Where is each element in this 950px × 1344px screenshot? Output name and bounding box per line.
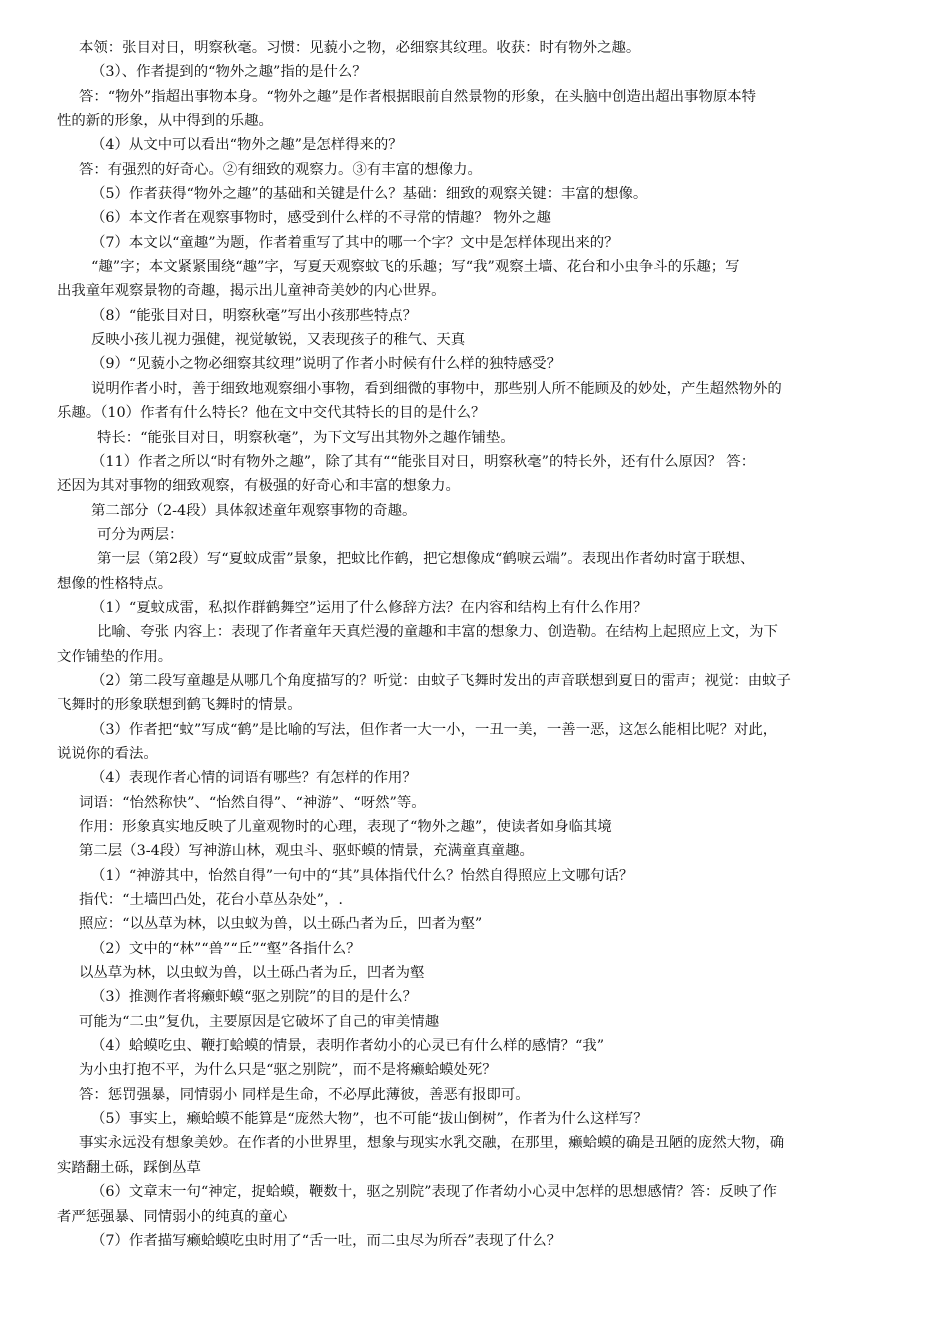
text-line: 第二部分（2-4段）具体叙述童年观察事物的奇趣。 <box>91 502 417 519</box>
text-line: 第一层（第2段）写“夏蚊成雷”景象，把蚊比作鹤，把它想像成“鹤唳云端”。表现出作者幼时富于联想、 <box>97 551 755 568</box>
text-line: （5）作者获得“物外之趣”的基础和关键是什么？基础：细致的观察关键：丰富的想像。 <box>91 186 648 203</box>
text-line: （2）文中的“林”“兽”“丘”“壑”各指什么？ <box>91 940 361 957</box>
text-line: 以丛草为林，以虫蚁为兽，以土砾凸者为丘，凹者为壑 <box>79 965 425 982</box>
text-line: （3）作者把“蚊”写成“鹤”是比喻的写法，但作者一大一小，一丑一美，一善一恶，这怎么能相比呢？对此， <box>91 721 778 738</box>
text-line: 事实永远没有想象美妙。在作者的小世界里，想象与现实水乳交融，在那里，癞蛤蟆的确是丑陋的庞然大物，确 <box>79 1135 785 1152</box>
text-line: 可能为“二虫”复仇，主要原因是它破坏了自己的审美情趣 <box>79 1013 440 1030</box>
text-line: 实踏翻土砾，踩倒丛草 <box>57 1159 201 1176</box>
text-line: 指代：“土墙凹凸处，花台小草丛杂处”，. <box>79 892 343 909</box>
text-line: 答：惩罚强暴，同情弱小 同样是生命，不必厚此薄彼，善恶有报即可。 <box>79 1086 530 1103</box>
text-line: 还因为其对事物的细致观察，有极强的好奇心和丰富的想象力。 <box>57 478 460 495</box>
text-line: 者严惩强暴、同情弱小的纯真的童心 <box>57 1208 288 1225</box>
text-line: （9）“见藐小之物必细察其纹理”说明了作者小时候有什么样的独特感受？ <box>91 356 561 373</box>
text-line: “趣”字；本文紧紧围绕“趣”字，写夏天观察蚊飞的乐趣；写“我”观察土墙、花台和小虫争斗的乐趣；写 <box>91 259 740 276</box>
text-line: 飞舞时的形象联想到鹤飞舞时的情景。 <box>57 697 302 714</box>
text-line: 词语：“怡然称快”、“怡然自得”、“神游”、“呀然”等。 <box>79 794 426 811</box>
text-line: 第二层（3-4段）写神游山林，观虫斗、驱虾蟆的情景，充满童真童趣。 <box>79 843 534 860</box>
text-line: （3）、作者提到的“物外之趣”指的是什么？ <box>91 64 367 81</box>
text-line: （6）本文作者在观察事物时，感受到什么样的不寻常的情趣？ 物外之趣 <box>91 210 551 227</box>
text-line: （6）文章末一句“神定，捉蛤蟆，鞭数十，驱之别院”表现了作者幼小心灵中怎样的思想感情？答：反映了作 <box>91 1184 777 1201</box>
text-line: （11）作者之所以“时有物外之趣”，除了其有““能张目对日，明察秋毫”的特长外，还有什么原因？ 答： <box>91 453 756 470</box>
text-line: 答：有强烈的好奇心。②有细致的观察力。③有丰富的想像力。 <box>79 161 482 178</box>
text-line: （2）第二段写童趣是从哪几个角度描写的？听觉：由蚊子飞舞时发出的声音联想到夏日的雷声；视觉：由蚊子 <box>91 672 791 689</box>
text-line: （3）推测作者将癞虾蟆“驱之别院”的目的是什么？ <box>91 989 418 1006</box>
text-line: 作用：形象真实地反映了儿童观物时的心理，表现了“物外之趣”，使读者如身临其境 <box>79 819 612 835</box>
text-line: 特长：“能张目对日，明察秋毫”，为下文写出其物外之趣作铺垫。 <box>97 429 515 446</box>
text-line: （5）事实上，癞蛤蟆不能算是“庞然大物”，也不可能“拔山倒树”，作者为什么这样写？ <box>91 1111 648 1128</box>
text-line: 出我童年观察景物的奇趣，揭示出儿童神奇美妙的内心世界。 <box>57 283 446 300</box>
text-line: （1）“神游其中，怡然自得”一句中的“其”具体指代什么？怡然自得照应上文哪句话？ <box>91 867 634 884</box>
text-line: 比喻、夸张 内容上：表现了作者童年天真烂漫的童趣和丰富的想象力、创造勒。在结构上起照应上文，为下 <box>97 624 778 641</box>
text-line: 答：“物外”指超出事物本身。“物外之趣”是作者根据眼前自然景物的形象，在头脑中创造出超出事物原本特 <box>79 88 757 105</box>
text-line: 说说你的看法。 <box>57 745 158 762</box>
text-line: （8）“能张目对日，明察秋毫”写出小孩那些特点？ <box>91 307 418 324</box>
text-line: （4）表现作者心情的词语有哪些？有怎样的作用？ <box>91 770 417 787</box>
text-line: 乐趣。（10）作者有什么特长？他在文中交代其特长的目的是什么？ <box>57 405 486 422</box>
text-line: 性的新的形象，从中得到的乐趣。 <box>57 113 273 130</box>
text-line: （7）本文以“童趣”为题，作者着重写了其中的哪一个字？文中是怎样体现出来的？ <box>91 234 619 251</box>
text-line: 想像的性格特点。 <box>57 575 173 592</box>
text-line: 文作铺垫的作用。 <box>57 648 173 665</box>
text-line: （4）蛤蟆吃虫、鞭打蛤蟆的情景，表明作者幼小的心灵已有什么样的感情？“我” <box>91 1038 605 1055</box>
text-line: （4）从文中可以看出“物外之趣”是怎样得来的？ <box>91 137 403 154</box>
text-line: 照应：“以丛草为林，以虫蚁为兽，以土砾凸者为丘，凹者为壑” <box>79 916 483 933</box>
text-line: （1）“夏蚊成雷，私拟作群鹤舞空”运用了什么修辞方法？在内容和结构上有什么作用？ <box>91 599 648 616</box>
text-line: 可分为两层： <box>97 526 184 543</box>
text-line: 说明作者小时，善于细致地观察细小事物，看到细微的事物中，那些别人所不能顾及的妙处，产生超然物外的 <box>91 380 782 397</box>
text-line: 反映小孩儿视力强健，视觉敏锐，又表现孩子的稚气、天真 <box>91 332 466 349</box>
text-line: 本领：张目对日，明察秋毫。习惯：见藐小之物，必细察其纹理。收获：时有物外之趣。 <box>79 40 641 56</box>
text-line: （7）作者描写癞蛤蟆吃虫时用了“舌一吐，而二虫尽为所吞”表现了什么？ <box>91 1232 561 1249</box>
text-line: 为小虫打抱不平，为什么只是“驱之别院”，而不是将癞蛤蟆处死？ <box>79 1062 497 1079</box>
